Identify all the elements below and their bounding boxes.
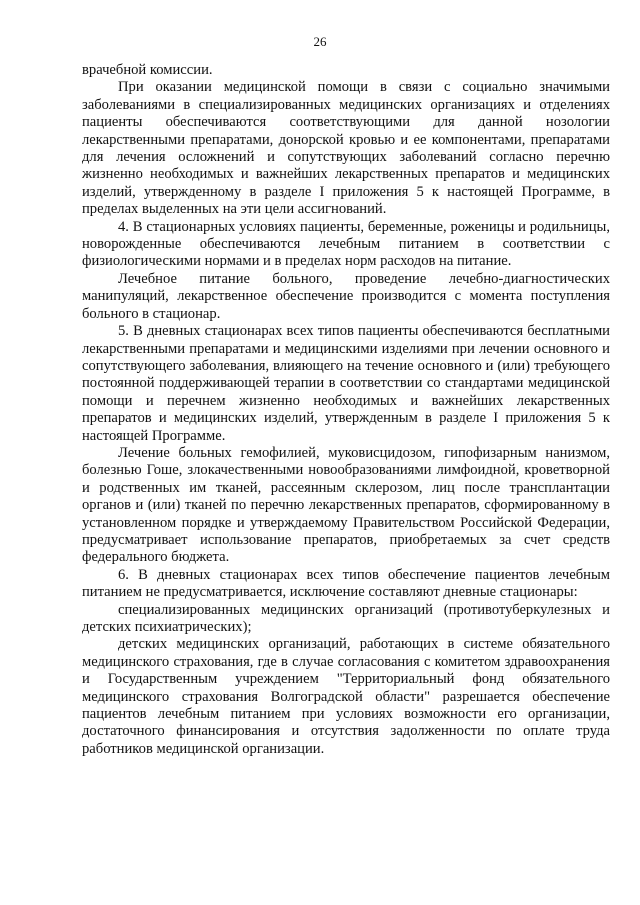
paragraph-federal-budget: Лечение больных гемофилией, муковисцидозом, гипофизарным нанизмом, болезнью Гоше, злокачественными новообразованиями лимфоидной, кроветворной и родственных им тканей, рассеянным склерозом, лиц после трансплантации органов и (или) тканей по перечню лекарственных препаратов, сформированному в установленном порядке и утверждаемому Правительством Российской Федерации, предусматривает использование препаратов, приобретаемых за счет средств федерального бюджета. [82,444,610,566]
paragraph-specialized-orgs: специализированных медицинских организаций (противотуберкулезных и детских психиатрических); [82,601,610,635]
paragraph-item-5: 5. В дневных стационарах всех типов пациенты обеспечиваются бесплатными лекарственными препаратами и медицинскими изделиями при лечении основного и сопутствующего заболевания, влияющего на течение основного и (или) требующего постоянной поддерживающей терапии в соответствии со стандартами медицинской помощи и перечнем жизненно необходимых и важнейших лекарственных препаратов и медицинских изделий, утвержденным в разделе I приложения 5 к настоящей Программе. [82,323,610,444]
document-body [82,62,610,758]
page-number: 26 [313,34,327,49]
paragraph-therapeutic-nutrition: Лечебное питание больного, проведение лечебно-диагностических манипуляций, лекарственное обеспечение производится с момента поступления больного в стационар. [82,270,610,322]
paragraph-item-4: 4. В стационарных условиях пациенты, беременные, роженицы и родильницы, новорожденные обеспечиваются лечебным питанием в соответствии с физиологическими нормами и в пределах норм расходов на питание. [82,218,610,270]
paragraph-children-orgs: детских медицинских организаций, работающих в системе обязательного медицинского страхования, где в случае согласования с комитетом здравоохранения и Государственным учреждением "Территориальный фонд обязательного медицинского страхования Волгоградской области" разрешается обеспечение пациентов лечебным питанием при условиях возможности его организации, достаточного финансирования и отсутствия задолженности по оплате труда работников медицинской организации. [82,636,610,757]
paragraph-item-6: 6. В дневных стационарах всех типов обеспечение пациентов лечебным питанием не предусматривается, исключение составляют дневные стационары: [82,566,610,601]
paragraph-social-diseases: При оказании медицинской помощи в связи с социально значимыми заболеваниями в специализированных медицинских организациях и отделениях пациенты обеспечиваются соответствующими для данной нозологии лекарственными препаратами, донорской кровью и ее компонентами, препаратами для лечения осложнений и сопутствующих заболеваний согласно перечню жизненно необходимых и важнейших лекарственных препаратов и медицинских изделий, утвержденному в разделе I приложения 5 к настоящей Программе, в пределах выделенных на эти цели ассигнований. [82,79,610,218]
paragraph-continuation: врачебной комиссии. [82,62,213,78]
